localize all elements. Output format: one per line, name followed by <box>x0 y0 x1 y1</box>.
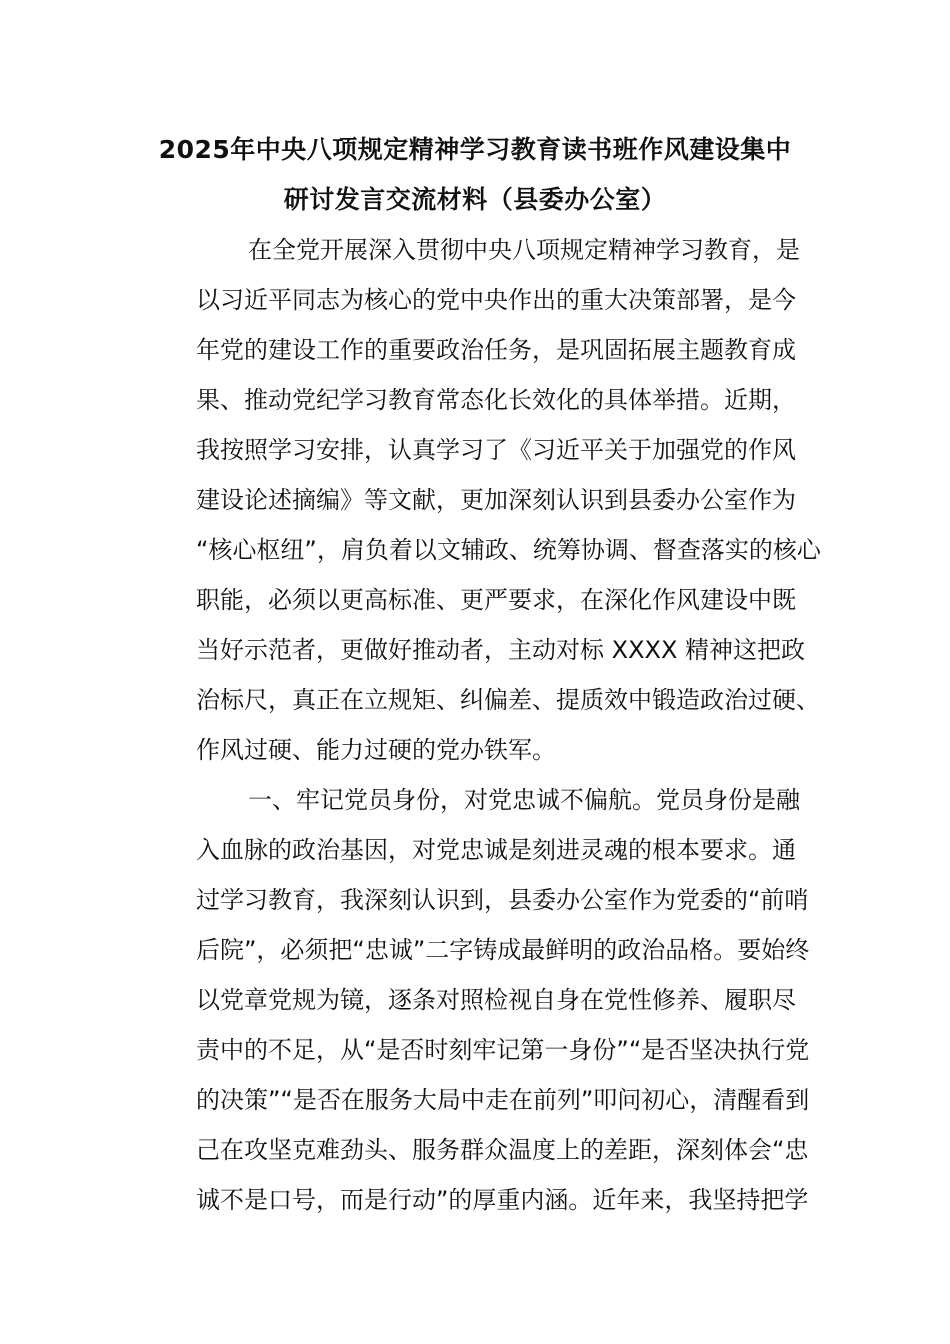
paragraph-line: 我按照学习安排，认真学习了《习近平关于加强党的作风 <box>196 436 796 464</box>
paragraph-line: 建设论述摘编》等文献，更加深刻认识到县委办公室作为 <box>196 486 796 514</box>
title-line-1: 2025年中央八项规定精神学习教育读书班作风建设集中 <box>158 135 792 164</box>
paragraph-line: 入血脉的政治基因，对党忠诚是刻进灵魂的根本要求。通 <box>196 836 796 864</box>
paragraph-line: 一、牢记党员身份，对党忠诚不偏航。党员身份是融 <box>248 786 800 814</box>
paragraph-line: 后院”，必须把“忠诚”二字铸成最鲜明的政治品格。要始终 <box>196 936 810 964</box>
paragraph-section-one <box>144 775 810 1225</box>
paragraph-line: 当好示范者，更做好推动者，主动对标 XXXX 精神这把政 <box>196 636 806 664</box>
paragraph-line: 以习近平同志为核心的党中央作出的重大决策部署，是今 <box>196 286 796 314</box>
paragraph-line: 的决策”“是否在服务大局中走在前列”叩问初心，清醒看到 <box>196 1086 810 1114</box>
document-title <box>140 125 810 225</box>
paragraph-line: 以党章党规为镜，逐条对照检视自身在党性修养、履职尽 <box>196 986 796 1014</box>
paragraph-line: 诚不是口号，而是行动”的厚重内涵。近年来，我坚持把学 <box>196 1186 809 1214</box>
paragraph-line: 职能，必须以更高标准、更严要求，在深化作风建设中既 <box>196 586 796 614</box>
document-body <box>144 225 821 1225</box>
paragraph-line: 作风过硬、能力过硬的党办铁军。 <box>196 736 556 764</box>
paragraph-line: 在全党开展深入贯彻中央八项规定精神学习教育，是 <box>248 236 800 264</box>
paragraph-line: 果、推动党纪学习教育常态化长效化的具体举措。近期， <box>196 386 796 414</box>
paragraph-line: 年党的建设工作的重要政治任务，是巩固拓展主题教育成 <box>196 336 796 364</box>
paragraph-intro <box>144 225 821 775</box>
paragraph-line: 过学习教育，我深刻认识到，县委办公室作为党委的“前哨 <box>196 886 809 914</box>
paragraph-line: 治标尺，真正在立规矩、纠偏差、提质效中锻造政治过硬、 <box>196 686 820 714</box>
title-line-2: 研讨发言交流材料（县委办公室） <box>283 185 667 214</box>
paragraph-line: 己在攻坚克难劲头、服务群众温度上的差距，深刻体会“忠 <box>196 1136 809 1164</box>
paragraph-line: “核心枢纽”，肩负着以文辅政、统筹协调、督查落实的核心 <box>196 536 821 564</box>
paragraph-line: 责中的不足，从“是否时刻牢记第一身份”“是否坚决执行党 <box>196 1036 810 1064</box>
